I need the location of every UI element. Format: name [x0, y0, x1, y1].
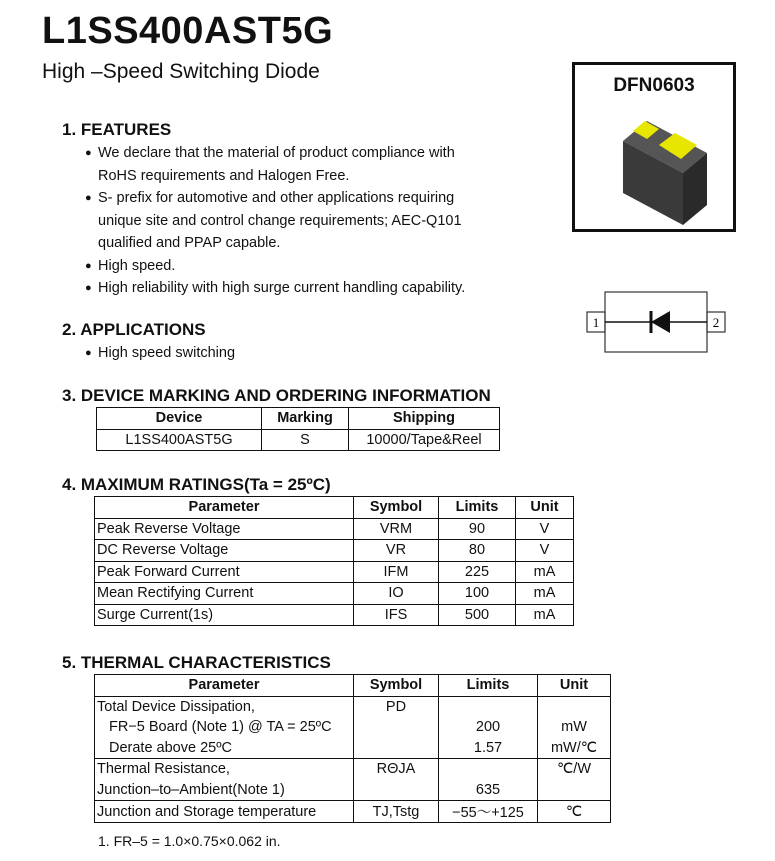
feature-item: ● High reliability with high surge current handling capability. — [98, 277, 465, 300]
table-cell: ℃/W — [538, 759, 611, 780]
table-cell — [538, 696, 611, 717]
table-cell: L1SS400AST5G — [97, 429, 262, 451]
table-cell: Junction and Storage temperature — [95, 801, 354, 823]
table-row — [95, 518, 574, 540]
features-list — [85, 142, 466, 300]
table-row — [95, 561, 574, 583]
ratings-table — [94, 496, 574, 626]
feature-line: High speed. — [98, 257, 176, 274]
table-row — [97, 429, 500, 451]
col-header: Parameter — [95, 497, 354, 519]
table-cell: RΘJA — [354, 759, 439, 780]
col-header: Unit — [516, 497, 574, 519]
table-cell: VRM — [354, 518, 439, 540]
table-row — [95, 604, 574, 626]
table-cell: 90 — [439, 518, 516, 540]
package-label: DFN0603 — [613, 75, 695, 96]
feature-line: We declare that the material of product compliance with — [98, 145, 455, 161]
thermal-heading: 5. THERMAL CHARACTERISTICS — [62, 653, 331, 672]
feature-item: ● High speed. — [98, 255, 465, 278]
part-number-title: L1SS400AST5G — [42, 10, 334, 52]
table-cell: FR−5 Board (Note 1) @ TA = 25ºC — [95, 717, 354, 738]
table-cell: 10000/Tape&Reel — [349, 429, 500, 451]
table-header-row — [95, 675, 611, 697]
table-header-row — [95, 497, 574, 519]
table-cell: Thermal Resistance, — [95, 759, 354, 780]
table-cell: IFS — [354, 604, 439, 626]
table-cell: DC Reverse Voltage — [95, 540, 354, 562]
table-cell: Mean Rectifying Current — [95, 583, 354, 605]
application-item: ● High speed switching — [85, 345, 236, 361]
table-cell: 635 — [439, 780, 538, 801]
table-cell: V — [516, 540, 574, 562]
table-cell: 500 — [439, 604, 516, 626]
table-cell — [354, 780, 439, 801]
diode-symbol — [585, 290, 727, 354]
table-cell — [354, 717, 439, 738]
table-row — [95, 801, 611, 823]
col-header: Limits — [439, 675, 538, 697]
table-cell: 80 — [439, 540, 516, 562]
col-header: Limits — [439, 497, 516, 519]
table-cell: S — [262, 429, 349, 451]
table-cell — [354, 738, 439, 759]
col-header: Symbol — [354, 497, 439, 519]
col-header: Parameter — [95, 675, 354, 697]
table-cell: Junction–to–Ambient(Note 1) — [95, 780, 354, 801]
table-header-row — [97, 408, 500, 430]
table-cell: PD — [354, 696, 439, 717]
thermal-table — [94, 674, 611, 823]
pin2-label: 2 — [712, 315, 720, 330]
table-cell — [538, 780, 611, 801]
table-cell: 100 — [439, 583, 516, 605]
feature-line: unique site and control change requirements; AEC-Q101 — [98, 212, 462, 229]
table-cell: Surge Current(1s) — [95, 604, 354, 626]
table-cell: Peak Forward Current — [95, 561, 354, 583]
table-cell — [439, 759, 538, 780]
table-cell: 225 — [439, 561, 516, 583]
table-cell: 1.57 — [439, 738, 538, 759]
table-row — [95, 717, 611, 738]
table-cell: TJ,Tstg — [354, 801, 439, 823]
table-cell: IFM — [354, 561, 439, 583]
table-cell: mA — [516, 583, 574, 605]
col-header: Symbol — [354, 675, 439, 697]
table-cell: 200 — [439, 717, 538, 738]
table-row — [95, 540, 574, 562]
col-header: Device — [97, 408, 262, 430]
package-drawing — [575, 101, 733, 229]
col-header: Unit — [538, 675, 611, 697]
table-cell: Derate above 25ºC — [95, 738, 354, 759]
applications-heading: 2. APPLICATIONS — [62, 320, 206, 339]
table-row — [95, 738, 611, 759]
table-row — [95, 583, 574, 605]
table-cell: Peak Reverse Voltage — [95, 518, 354, 540]
col-header: Shipping — [349, 408, 500, 430]
marking-heading: 3. DEVICE MARKING AND ORDERING INFORMATION — [62, 386, 491, 405]
table-cell: mW — [538, 717, 611, 738]
table-cell: IO — [354, 583, 439, 605]
application-text: High speed switching — [98, 345, 236, 361]
feature-line: High reliability with high surge current handling capability. — [98, 280, 466, 296]
features-heading: 1. FEATURES — [62, 120, 172, 139]
feature-item: ● S- prefix for automotive and other applications requiring unique site and control change requirements; AEC-Q101 qualified and PPAP capable. — [98, 187, 465, 255]
part-subtitle: High –Speed Switching Diode — [42, 60, 320, 83]
table-cell: Total Device Dissipation, — [95, 696, 354, 717]
table-cell: ℃ — [538, 801, 611, 823]
table-cell: −55～+125 — [439, 801, 538, 823]
table-cell: mW/℃ — [538, 738, 611, 759]
package-image-box — [572, 62, 736, 232]
table-cell: mA — [516, 604, 574, 626]
table-row — [95, 696, 611, 717]
table-cell: mA — [516, 561, 574, 583]
table-cell: VR — [354, 540, 439, 562]
pin1-label: 1 — [592, 315, 600, 330]
feature-line: S- prefix for automotive and other applications requiring — [98, 190, 455, 206]
feature-line: RoHS requirements and Halogen Free. — [98, 167, 350, 184]
table-cell: V — [516, 518, 574, 540]
table-row — [95, 780, 611, 801]
ratings-heading: 4. MAXIMUM RATINGS(Ta = 25ºC) — [62, 475, 331, 494]
feature-item: ● We declare that the material of product compliance with RoHS requirements and Halogen Free. — [98, 142, 465, 187]
feature-line: qualified and PPAP capable. — [98, 235, 281, 251]
thermal-note: 1. FR–5 = 1.0×0.75×0.062 in. — [98, 833, 281, 849]
table-cell — [439, 696, 538, 717]
table-row — [95, 759, 611, 780]
col-header: Marking — [262, 408, 349, 430]
marking-table — [96, 407, 500, 451]
